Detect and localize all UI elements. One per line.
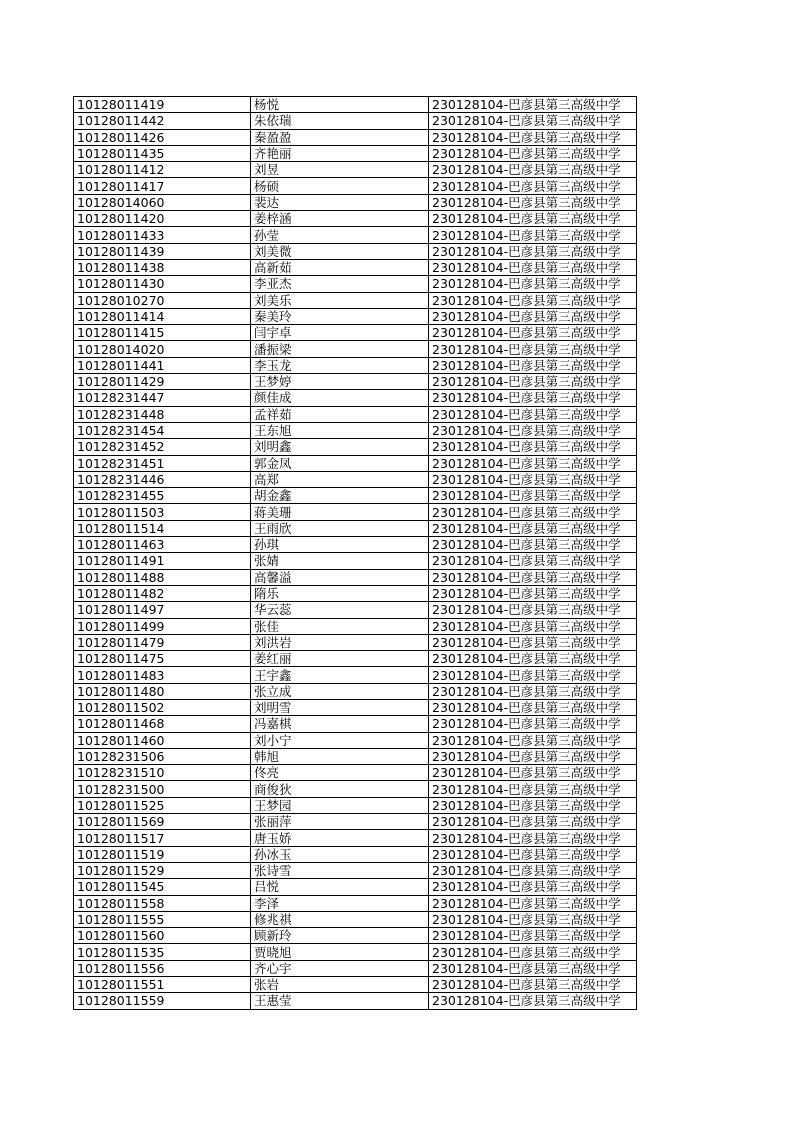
student-name-cell: 颜佳成	[251, 390, 429, 406]
school-cell: 230128104-巴彦县第三高级中学	[429, 911, 637, 927]
student-id-cell: 10128011419	[74, 97, 251, 113]
student-name-cell: 刘明雪	[251, 699, 429, 715]
student-id-cell: 10128011430	[74, 276, 251, 292]
student-id-cell: 10128011551	[74, 977, 251, 993]
student-name-cell: 李亚杰	[251, 276, 429, 292]
student-name-cell: 冯嘉棋	[251, 716, 429, 732]
table-row	[74, 471, 637, 487]
school-cell: 230128104-巴彦县第三高级中学	[429, 814, 637, 830]
school-cell: 230128104-巴彦县第三高级中学	[429, 960, 637, 976]
school-cell: 230128104-巴彦县第三高级中学	[429, 634, 637, 650]
school-cell: 230128104-巴彦县第三高级中学	[429, 944, 637, 960]
table-row	[74, 699, 637, 715]
table-row	[74, 895, 637, 911]
student-name-cell: 商俊狄	[251, 781, 429, 797]
school-cell: 230128104-巴彦县第三高级中学	[429, 537, 637, 553]
table-row	[74, 732, 637, 748]
student-id-cell: 10128231448	[74, 406, 251, 422]
student-name-cell: 王梦婷	[251, 374, 429, 390]
student-id-cell: 10128011514	[74, 520, 251, 536]
table-row	[74, 585, 637, 601]
school-cell: 230128104-巴彦县第三高级中学	[429, 928, 637, 944]
school-cell: 230128104-巴彦县第三高级中学	[429, 651, 637, 667]
student-name-cell: 闫宇卓	[251, 325, 429, 341]
school-cell: 230128104-巴彦县第三高级中学	[429, 862, 637, 878]
student-id-cell: 10128011429	[74, 374, 251, 390]
school-cell: 230128104-巴彦县第三高级中学	[429, 846, 637, 862]
school-cell: 230128104-巴彦县第三高级中学	[429, 113, 637, 129]
school-cell: 230128104-巴彦县第三高级中学	[429, 276, 637, 292]
student-name-cell: 孙琪	[251, 537, 429, 553]
table-row	[74, 276, 637, 292]
school-cell: 230128104-巴彦县第三高级中学	[429, 879, 637, 895]
table-row	[74, 129, 637, 145]
student-name-cell: 孙莹	[251, 227, 429, 243]
student-id-cell: 10128011417	[74, 178, 251, 194]
student-id-cell: 10128011491	[74, 553, 251, 569]
table-row	[74, 618, 637, 634]
student-id-cell: 10128011556	[74, 960, 251, 976]
school-cell: 230128104-巴彦县第三高级中学	[429, 732, 637, 748]
student-id-cell: 10128011441	[74, 357, 251, 373]
school-cell: 230128104-巴彦县第三高级中学	[429, 471, 637, 487]
table-row	[74, 422, 637, 438]
table-row	[74, 211, 637, 227]
student-name-cell: 杨悦	[251, 97, 429, 113]
student-name-cell: 刘洪岩	[251, 634, 429, 650]
school-cell: 230128104-巴彦县第三高级中学	[429, 504, 637, 520]
table-row	[74, 308, 637, 324]
table-row	[74, 683, 637, 699]
student-id-cell: 10128011415	[74, 325, 251, 341]
student-id-cell: 10128011517	[74, 830, 251, 846]
student-id-cell: 10128011545	[74, 879, 251, 895]
table-row	[74, 292, 637, 308]
student-id-cell: 10128011439	[74, 243, 251, 259]
student-id-cell: 10128231446	[74, 471, 251, 487]
student-id-cell: 10128011519	[74, 846, 251, 862]
student-name-cell: 张立成	[251, 683, 429, 699]
student-id-cell: 10128231451	[74, 455, 251, 471]
student-name-cell: 隋乐	[251, 585, 429, 601]
student-name-cell: 吕悦	[251, 879, 429, 895]
student-id-cell: 10128011442	[74, 113, 251, 129]
student-id-cell: 10128011559	[74, 993, 251, 1009]
school-cell: 230128104-巴彦县第三高级中学	[429, 390, 637, 406]
table-row	[74, 944, 637, 960]
student-id-cell: 10128011475	[74, 651, 251, 667]
student-id-cell: 10128011502	[74, 699, 251, 715]
student-name-cell: 韩旭	[251, 748, 429, 764]
student-id-cell: 10128014020	[74, 341, 251, 357]
table-row	[74, 928, 637, 944]
table-row	[74, 651, 637, 667]
table-row	[74, 162, 637, 178]
student-id-cell: 10128011525	[74, 797, 251, 813]
student-id-cell: 10128011414	[74, 308, 251, 324]
school-cell: 230128104-巴彦县第三高级中学	[429, 765, 637, 781]
student-name-cell: 王宇鑫	[251, 667, 429, 683]
student-name-cell: 朱依瑞	[251, 113, 429, 129]
student-name-cell: 蒋美珊	[251, 504, 429, 520]
student-name-cell: 刘昱	[251, 162, 429, 178]
school-cell: 230128104-巴彦县第三高级中学	[429, 667, 637, 683]
student-name-cell: 郭金凤	[251, 455, 429, 471]
table-row	[74, 455, 637, 471]
school-cell: 230128104-巴彦县第三高级中学	[429, 683, 637, 699]
table-row	[74, 667, 637, 683]
student-id-cell: 10128011468	[74, 716, 251, 732]
student-name-cell: 王雨欣	[251, 520, 429, 536]
school-cell: 230128104-巴彦县第三高级中学	[429, 455, 637, 471]
table-row	[74, 439, 637, 455]
student-name-cell: 裴达	[251, 194, 429, 210]
student-id-cell: 10128011560	[74, 928, 251, 944]
student-name-cell: 张岩	[251, 977, 429, 993]
student-name-cell: 王东旭	[251, 422, 429, 438]
student-name-cell: 高馨溢	[251, 569, 429, 585]
table-row	[74, 537, 637, 553]
table-row	[74, 325, 637, 341]
student-name-cell: 高新茹	[251, 259, 429, 275]
school-cell: 230128104-巴彦县第三高级中学	[429, 488, 637, 504]
school-cell: 230128104-巴彦县第三高级中学	[429, 162, 637, 178]
student-name-cell: 佟亮	[251, 765, 429, 781]
student-id-cell: 10128011503	[74, 504, 251, 520]
table-row	[74, 879, 637, 895]
student-name-cell: 杨硕	[251, 178, 429, 194]
table-row	[74, 797, 637, 813]
student-id-cell: 10128231447	[74, 390, 251, 406]
student-id-cell: 10128231506	[74, 748, 251, 764]
student-name-cell: 秦盈盈	[251, 129, 429, 145]
student-id-cell: 10128011460	[74, 732, 251, 748]
school-cell: 230128104-巴彦县第三高级中学	[429, 993, 637, 1009]
student-id-cell: 10128011482	[74, 585, 251, 601]
student-name-cell: 修兆祺	[251, 911, 429, 927]
school-cell: 230128104-巴彦县第三高级中学	[429, 357, 637, 373]
table-row	[74, 765, 637, 781]
table-row	[74, 716, 637, 732]
student-id-cell: 10128011529	[74, 862, 251, 878]
student-id-cell: 10128010270	[74, 292, 251, 308]
table-row	[74, 553, 637, 569]
school-cell: 230128104-巴彦县第三高级中学	[429, 797, 637, 813]
student-id-cell: 10128011438	[74, 259, 251, 275]
table-row	[74, 862, 637, 878]
student-name-cell: 贾晓旭	[251, 944, 429, 960]
table-row	[74, 748, 637, 764]
student-name-cell: 张佳	[251, 618, 429, 634]
student-name-cell: 张婧	[251, 553, 429, 569]
table-row	[74, 406, 637, 422]
school-cell: 230128104-巴彦县第三高级中学	[429, 292, 637, 308]
student-name-cell: 齐心宇	[251, 960, 429, 976]
school-cell: 230128104-巴彦县第三高级中学	[429, 781, 637, 797]
school-cell: 230128104-巴彦县第三高级中学	[429, 422, 637, 438]
school-cell: 230128104-巴彦县第三高级中学	[429, 194, 637, 210]
table-row	[74, 602, 637, 618]
student-id-cell: 10128011555	[74, 911, 251, 927]
school-cell: 230128104-巴彦县第三高级中学	[429, 830, 637, 846]
school-cell: 230128104-巴彦县第三高级中学	[429, 325, 637, 341]
student-name-cell: 顾新玲	[251, 928, 429, 944]
student-name-cell: 张诗雪	[251, 862, 429, 878]
student-id-cell: 10128011463	[74, 537, 251, 553]
school-cell: 230128104-巴彦县第三高级中学	[429, 129, 637, 145]
school-cell: 230128104-巴彦县第三高级中学	[429, 602, 637, 618]
student-id-cell: 10128011412	[74, 162, 251, 178]
school-cell: 230128104-巴彦县第三高级中学	[429, 699, 637, 715]
table-row	[74, 846, 637, 862]
school-cell: 230128104-巴彦县第三高级中学	[429, 716, 637, 732]
student-id-cell: 10128011569	[74, 814, 251, 830]
table-row	[74, 520, 637, 536]
student-name-cell: 潘振梁	[251, 341, 429, 357]
student-name-cell: 姜梓涵	[251, 211, 429, 227]
table-row	[74, 97, 637, 113]
student-id-cell: 10128011535	[74, 944, 251, 960]
school-cell: 230128104-巴彦县第三高级中学	[429, 211, 637, 227]
student-id-cell: 10128011499	[74, 618, 251, 634]
school-cell: 230128104-巴彦县第三高级中学	[429, 243, 637, 259]
student-name-cell: 刘小宁	[251, 732, 429, 748]
student-id-cell: 10128231510	[74, 765, 251, 781]
student-id-cell: 10128011488	[74, 569, 251, 585]
student-name-cell: 齐艳丽	[251, 145, 429, 161]
table-row	[74, 814, 637, 830]
table-row	[74, 357, 637, 373]
student-name-cell: 孙冰玉	[251, 846, 429, 862]
table-row	[74, 259, 637, 275]
school-cell: 230128104-巴彦县第三高级中学	[429, 569, 637, 585]
student-name-cell: 唐玉娇	[251, 830, 429, 846]
student-id-cell: 10128011479	[74, 634, 251, 650]
table-row	[74, 504, 637, 520]
school-cell: 230128104-巴彦县第三高级中学	[429, 520, 637, 536]
student-name-cell: 张丽萍	[251, 814, 429, 830]
table-row	[74, 341, 637, 357]
student-id-cell: 10128011420	[74, 211, 251, 227]
school-cell: 230128104-巴彦县第三高级中学	[429, 748, 637, 764]
school-cell: 230128104-巴彦县第三高级中学	[429, 259, 637, 275]
table-row	[74, 830, 637, 846]
student-name-cell: 高郑	[251, 471, 429, 487]
student-name-cell: 胡金鑫	[251, 488, 429, 504]
table-row	[74, 374, 637, 390]
student-id-cell: 10128231454	[74, 422, 251, 438]
school-cell: 230128104-巴彦县第三高级中学	[429, 406, 637, 422]
school-cell: 230128104-巴彦县第三高级中学	[429, 585, 637, 601]
student-name-cell: 孟祥茹	[251, 406, 429, 422]
table-row	[74, 781, 637, 797]
table-row	[74, 227, 637, 243]
school-cell: 230128104-巴彦县第三高级中学	[429, 618, 637, 634]
table-row	[74, 634, 637, 650]
school-cell: 230128104-巴彦县第三高级中学	[429, 178, 637, 194]
table-row	[74, 488, 637, 504]
school-cell: 230128104-巴彦县第三高级中学	[429, 439, 637, 455]
student-id-cell: 10128011558	[74, 895, 251, 911]
school-cell: 230128104-巴彦县第三高级中学	[429, 341, 637, 357]
table-row	[74, 569, 637, 585]
table-row	[74, 911, 637, 927]
student-name-cell: 刘明鑫	[251, 439, 429, 455]
table-row	[74, 993, 637, 1009]
student-id-cell: 10128011483	[74, 667, 251, 683]
school-cell: 230128104-巴彦县第三高级中学	[429, 227, 637, 243]
table-row	[74, 390, 637, 406]
table-row	[74, 194, 637, 210]
table-body	[74, 97, 637, 1010]
table-row	[74, 145, 637, 161]
table-row	[74, 178, 637, 194]
student-id-cell: 10128231500	[74, 781, 251, 797]
school-cell: 230128104-巴彦县第三高级中学	[429, 374, 637, 390]
student-id-cell: 10128014060	[74, 194, 251, 210]
student-name-cell: 李玉龙	[251, 357, 429, 373]
table-row	[74, 960, 637, 976]
student-id-cell: 10128011480	[74, 683, 251, 699]
table-row	[74, 113, 637, 129]
student-id-cell: 10128231452	[74, 439, 251, 455]
school-cell: 230128104-巴彦县第三高级中学	[429, 977, 637, 993]
school-cell: 230128104-巴彦县第三高级中学	[429, 895, 637, 911]
student-name-cell: 李泽	[251, 895, 429, 911]
school-cell: 230128104-巴彦县第三高级中学	[429, 97, 637, 113]
student-name-cell: 王梦园	[251, 797, 429, 813]
student-id-cell: 10128011433	[74, 227, 251, 243]
student-name-cell: 华云蕊	[251, 602, 429, 618]
table-row	[74, 243, 637, 259]
student-id-cell: 10128011435	[74, 145, 251, 161]
table-row	[74, 977, 637, 993]
student-name-cell: 姜红丽	[251, 651, 429, 667]
student-name-cell: 王惠莹	[251, 993, 429, 1009]
school-cell: 230128104-巴彦县第三高级中学	[429, 553, 637, 569]
school-cell: 230128104-巴彦县第三高级中学	[429, 308, 637, 324]
student-id-cell: 10128231455	[74, 488, 251, 504]
student-name-cell: 秦美玲	[251, 308, 429, 324]
student-id-cell: 10128011497	[74, 602, 251, 618]
student-name-cell: 刘美乐	[251, 292, 429, 308]
student-roster-table	[73, 96, 637, 1010]
school-cell: 230128104-巴彦县第三高级中学	[429, 145, 637, 161]
student-name-cell: 刘美微	[251, 243, 429, 259]
student-id-cell: 10128011426	[74, 129, 251, 145]
